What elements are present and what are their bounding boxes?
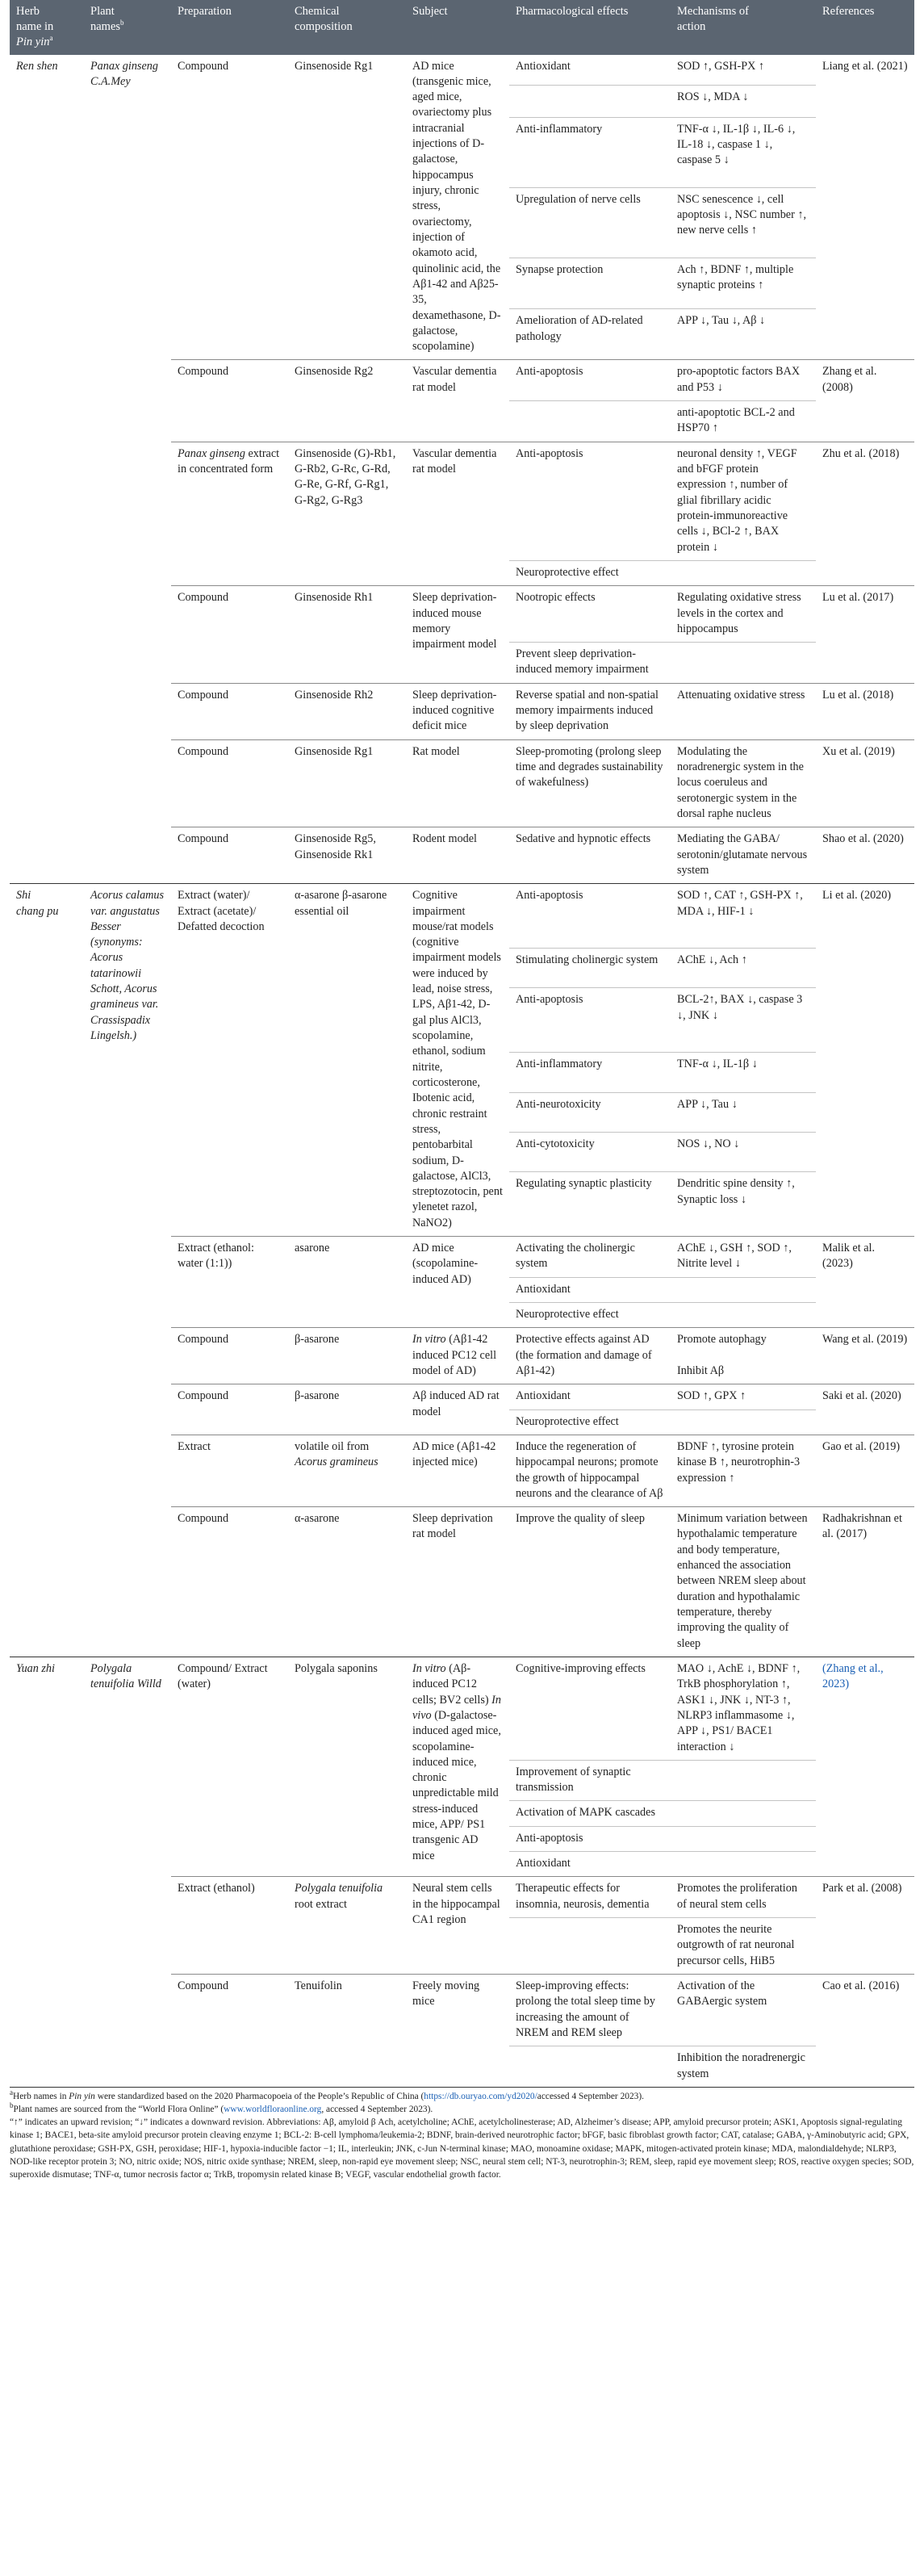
pharmacological-effect-cell [509, 86, 671, 117]
mechanism-cell: Promote autophagy Inhibit Aβ [671, 1328, 816, 1384]
table-row [10, 55, 914, 86]
table-footnotes [10, 2087, 914, 2181]
mechanism-cell [671, 1826, 816, 1851]
subject-cell: Vascular dementia rat model [406, 442, 509, 586]
pharmacological-effect-cell: Antioxidant [516, 59, 571, 73]
mechanism-cell: Minimum variation between hypothalamic temperature and body temperature, enhanced the association between NREM sleep about duration and hypothalamic temperature, thereby improving the quality of sleep [671, 1507, 816, 1657]
mechanism-cell [671, 643, 816, 684]
reference-cell: Zhu et al. (2018) [816, 442, 914, 586]
subject-cell: AD mice (scopolamine-induced AD) [406, 1237, 509, 1328]
mechanism-cell: Ach ↑, BDNF ↑, multiple synaptic proteins ↑ [671, 258, 816, 309]
reference-cell: Radhakrishnan et al. (2017) [816, 1507, 914, 1657]
mechanism-cell: ROS ↓, MDA ↓ [671, 86, 816, 117]
chemical-composition-cell: Ginsenoside Rh2 [288, 683, 406, 739]
footnote-abbreviations: “↑” indicates an upward revision; “↓” indicates a downward revision. Abbreviations: Aβ, amyloid β Ach, acetylcholine; AChE, acetylcholinesterase; AD, Alzheimer’s disease; APP, amyloid precursor protein; ASK1, Apoptosis signal-regulating kinase 1; BACE1, beta-site amyloid precursor protein cleaving enzyme 1; BCL-2: B-cell lymphoma/leukemia-2; BDNF, brain-derived neurotrophic factor; bFGF, basic fibroblast growth factor; CAT, catalase; GABA, γ-Aminobutyric acid; GPX, glutathione peroxidase; GSH-PX, GSH, peroxidase; HIF-1, hypoxia-inducible factor −1; IL, interleukin; JNK, c-Jun N-terminal kinase; MAO, monoamine oxidase; MAPK, mitogen-activated protein kinase; MDA, malondialdehyde; NLRP3, NOD-like receptor protein 3; NO, nitric oxide; NOS, nitric oxide synthase; NREM, sleep, non-rapid eye movement sleep; NSC, neural stem cell; NT-3, neurotrophin-3; REM, sleep, rapid eye movement sleep; ROS, reactive oxygen species; SOD, superoxide dismutase; TNF-α, tumor necrosis factor α; TrkB, tropomysin related kinase B; VEGF, vascular endothelial growth factor. [10, 2117, 914, 2180]
pharmacological-effect-cell: Neuroprotective effect [509, 560, 671, 585]
reference-cell: Lu et al. (2018) [816, 683, 914, 739]
chemical-composition-cell: Polygala tenuifolia root extract [288, 1877, 406, 1975]
pharmacological-effect-cell: Antioxidant [509, 1852, 671, 1877]
pharmacological-effect-cell: Reverse spatial and non-spatial memory impairments induced by sleep deprivation [509, 683, 671, 739]
table-body [10, 55, 914, 2087]
preparation-cell: Compound [171, 586, 288, 684]
header-chemical-composition: Chemical composition [288, 0, 406, 55]
subject-cell: Vascular dementia rat model [406, 360, 509, 442]
pharmacological-effect-cell: Antioxidant [509, 1384, 671, 1409]
pharmacological-effect-cell: Stimulating cholinergic system [509, 949, 671, 988]
pharmacological-effect-cell [509, 401, 671, 442]
subject-cell: Freely moving mice [406, 1974, 509, 2086]
preparation-cell: Panax ginseng extract in concentrated form [171, 442, 288, 586]
subject-cell: Neural stem cells in the hippocampal CA1 region [406, 1877, 509, 1975]
mechanism-cell: BCL-2↑, BAX ↓, caspase 3 ↓, JNK ↓ [671, 988, 816, 1053]
subject-cell: Rodent model [406, 827, 509, 884]
mechanism-cell: AChE ↓, GSH ↑, SOD ↑, Nitrite level ↓ [671, 1237, 816, 1278]
mechanism-cell: Dendritic spine density ↑, Synaptic loss ↓ [671, 1172, 816, 1237]
chemical-composition-cell: Ginsenoside Rg5, Ginsenoside Rk1 [288, 827, 406, 884]
mechanism-cell: NSC senescence ↓, cell apoptosis ↓, NSC number ↑, new nerve cells ↑ [671, 187, 816, 258]
mechanism-cell: Promotes the neurite outgrowth of rat neuronal precursor cells, HiB5 [671, 1918, 816, 1975]
table-header [10, 0, 914, 55]
footnote-b: $^b$Plant names are sourced from the “World Flora Online” (www.worldfloraonline.org, accessed 4 September 2023). [10, 2101, 433, 2115]
subject-cell: AD mice (transgenic mice, aged mice, ovariectomy plus intracranial injections of D-galactose, hippocampus injury, chronic stress, ovariectomy, injection of okamoto acid, quinolinic acid, the Aβ1-42 and Aβ25-35, dexamethasone, D-galactose, scopolamine) [412, 59, 501, 354]
preparation-cell: Compound [171, 1328, 288, 1384]
mechanism-cell: TNF-α ↓, IL-1β ↓, IL-6 ↓, IL-18 ↓, caspase 1 ↓, caspase 5 ↓ [671, 117, 816, 187]
mechanism-cell: APP ↓, Tau ↓ [671, 1092, 816, 1132]
preparation-cell: Extract (ethanol) [171, 1877, 288, 1975]
subject-cell: Aβ induced AD rat model [406, 1384, 509, 1435]
reference-link[interactable]: (Zhang et al., 2023) [822, 1661, 884, 1691]
mechanism-cell: SOD ↑, GPX ↑ [671, 1384, 816, 1409]
mechanism-cell: SOD ↑, CAT ↑, GSH-PX ↑, MDA ↓, HIF-1 ↓ [671, 884, 816, 949]
chemical-composition-cell: β-asarone [288, 1384, 406, 1435]
pharmacological-effect-cell: Improvement of synaptic transmission [509, 1760, 671, 1801]
footnote-a: $^a$Herb names in Pin yin were standardized based on the 2020 Pharmacopoeia of the People’s Republic of China (https://db.ouryao.com/yd2020/accessed 4 September 2023). [10, 2088, 644, 2101]
pharmacological-effect-cell: Sedative and hypnotic effects [509, 827, 671, 884]
plant-name-cell: Polygala tenuifolia Willd [84, 1657, 171, 2086]
pharmacological-effect-cell: Anti-apoptosis [509, 360, 671, 401]
mechanism-cell: SOD ↑, GSH-PX ↑ [677, 59, 764, 73]
chemical-composition-cell: Ginsenoside Rg1 [288, 739, 406, 827]
preparation-cell: Compound [171, 683, 288, 739]
footnote-a-link[interactable]: https://db.ouryao.com/yd2020/ [424, 2091, 537, 2101]
mechanism-cell [671, 1801, 816, 1826]
pharmacological-effect-cell: Activation of MAPK cascades [509, 1801, 671, 1826]
chemical-composition-cell: Polygala saponins [288, 1657, 406, 1876]
pharmacological-effect-cell: Anti-neurotoxicity [509, 1092, 671, 1132]
pharmacology-table [10, 0, 914, 2087]
subject-cell: Sleep deprivation-induced cognitive deficit mice [406, 683, 509, 739]
header-mechanisms: Mechanisms of action [671, 0, 816, 55]
preparation-cell: Compound [171, 1507, 288, 1657]
pharmacological-effect-cell: Antioxidant [509, 1277, 671, 1302]
pharmacological-effect-cell: Improve the quality of sleep [509, 1507, 671, 1657]
preparation-cell: Compound [171, 1974, 288, 2086]
pharmacological-effect-cell: Anti-apoptosis [509, 1826, 671, 1851]
plant-name-cell: Panax ginseng C.A.Mey [90, 59, 158, 88]
reference-cell: Li et al. (2020) [816, 884, 914, 1237]
chemical-composition-cell: asarone [288, 1237, 406, 1328]
chemical-composition-cell: Ginsenoside Rg1 [295, 59, 374, 73]
reference-cell: Malik et al. (2023) [816, 1237, 914, 1328]
mechanism-cell: Regulating oxidative stress levels in the cortex and hippocampus [671, 586, 816, 643]
mechanism-cell: NOS ↓, NO ↓ [671, 1132, 816, 1171]
mechanism-cell: Mediating the GABA/ serotonin/glutamate nervous system [671, 827, 816, 884]
header-preparation: Preparation [171, 0, 288, 55]
header-plant-names: Plant names$^b$ [84, 0, 171, 55]
chemical-composition-cell: Ginsenoside (G)-Rb1, G-Rb2, G-Rc, G-Rd, G-Re, G-Rf, G-Rg1, G-Rg2, G-Rg3 [288, 442, 406, 586]
subject-cell: AD mice (Aβ1-42 injected mice) [406, 1435, 509, 1506]
pharmacological-effect-cell: Anti-inflammatory [509, 1053, 671, 1092]
preparation-cell: Compound [178, 59, 229, 73]
herb-name-cell: Yuan zhi [10, 1657, 84, 2086]
pharmacological-effect-cell: Nootropic effects [509, 586, 671, 643]
pharmacological-effect-cell: Neuroprotective effect [509, 1303, 671, 1328]
preparation-cell: Compound/ Extract (water) [171, 1657, 288, 1876]
mechanism-cell [671, 560, 816, 585]
pharmacological-effect-cell: Neuroprotective effect [509, 1409, 671, 1435]
mechanism-cell: APP ↓, Tau ↓, Aβ ↓ [671, 309, 816, 360]
reference-cell [816, 1657, 914, 1876]
footnote-b-link[interactable]: www.worldfloraonline.org [224, 2105, 322, 2115]
pharmacological-effect-cell: Induce the regeneration of hippocampal neurons; promote the growth of hippocampal neurons and the clearance of Aβ [509, 1435, 671, 1506]
preparation-cell: Extract (ethanol: water (1:1)) [171, 1237, 288, 1328]
reference-cell: Saki et al. (2020) [816, 1384, 914, 1435]
pharmacological-effect-cell: Anti-inflammatory [509, 117, 671, 187]
plant-name-cell: Acorus calamus var. angustatus Besser (synonyms: Acorus tatarinowii Schott, Acorus gramineus var. Crassispadix Lingelsh.) [84, 884, 171, 1657]
pharmacological-effect-cell: Prevent sleep deprivation-induced memory impairment [509, 643, 671, 684]
header-references: References [816, 0, 914, 55]
mechanism-cell: Inhibition the noradrenergic system [671, 2046, 816, 2087]
mechanism-cell: Attenuating oxidative stress [671, 683, 816, 739]
mechanism-cell: Promotes the proliferation of neural stem cells [671, 1877, 816, 1918]
pharmacological-effect-cell [509, 2046, 671, 2087]
header-pharmacological-effects: Pharmacological effects [509, 0, 671, 55]
pharmacological-effect-cell: Sleep-promoting (prolong sleep time and degrades sustainability of wakefulness) [509, 739, 671, 827]
pharmacological-effect-cell: Anti-apoptosis [509, 988, 671, 1053]
preparation-cell: Extract [171, 1435, 288, 1506]
preparation-cell: Compound [171, 1384, 288, 1435]
subject-cell [406, 1657, 509, 1876]
mechanism-cell: neuronal density ↑, VEGF and bFGF protein expression ↑, number of glial fibrillary acidic protein-immunoreactive cells ↓, BCl-2 ↑, BAX protein ↓ [671, 442, 816, 560]
subject-cell: Rat model [406, 739, 509, 827]
pharmacological-effect-cell: Protective effects against AD (the formation and damage of Aβ1-42) [509, 1328, 671, 1384]
reference-cell: Lu et al. (2017) [816, 586, 914, 684]
reference-cell: Park et al. (2008) [816, 1877, 914, 1975]
mechanism-cell [671, 1760, 816, 1801]
reference-cell: Cao et al. (2016) [816, 1974, 914, 2086]
header-subject: Subject [406, 0, 509, 55]
chemical-composition-cell: β-asarone [288, 1328, 406, 1384]
pharmacological-effect-cell: Cognitive-improving effects [509, 1657, 671, 1760]
mechanism-cell [671, 1303, 816, 1328]
chemical-composition-cell: Tenuifolin [288, 1974, 406, 2086]
mechanism-cell: Modulating the noradrenergic system in the locus coeruleus and serotonergic system in the dorsal raphe nucleus [671, 739, 816, 827]
pharmacological-effect-cell: Upregulation of nerve cells [509, 187, 671, 258]
reference-cell: Wang et al. (2019) [816, 1328, 914, 1384]
reference-cell: Shao et al. (2020) [816, 827, 914, 884]
pharmacological-effect-cell: Amelioration of AD-related pathology [509, 309, 671, 360]
subject-cell: Sleep deprivation rat model [406, 1507, 509, 1657]
chemical-composition-cell: Ginsenoside Rg2 [288, 360, 406, 442]
reference-cell: Zhang et al. (2008) [816, 360, 914, 442]
pharmacological-effect-cell: Regulating synaptic plasticity [509, 1172, 671, 1237]
pharmacological-effect-cell: Anti-apoptosis [509, 884, 671, 949]
herb-name-cell: Shi chang pu [10, 884, 84, 1657]
pharmacological-effect-cell: Synapse protection [509, 258, 671, 309]
subject-cell: Sleep deprivation-induced mouse memory impairment model [406, 586, 509, 684]
subject-text: In vitro (Aβ-induced PC12 cells; BV2 cells) In vivo (D-galactose-induced aged mice, scopolamine-induced mice, chronic unpredictable mild stress-induced mice, APP/ PS1 transgenic AD mice [412, 1661, 501, 1862]
reference-cell: Xu et al. (2019) [816, 739, 914, 827]
mechanism-cell: BDNF ↑, tyrosine protein kinase B ↑, neurotrophin-3 expression ↑ [671, 1435, 816, 1506]
chemical-composition-cell: α-asarone [288, 1507, 406, 1657]
subject-cell: Cognitive impairment mouse/rat models (cognitive impairment models were induced by lead, noise stress, LPS, Aβ1-42, D-gal plus AlCl3, scopolamine, ethanol, sodium nitrite, corticosterone, Ibotenic acid, chronic restraint stress, pentobarbital sodium, D-galactose, AlCl3, streptozotocin, pent ylenetet razol, NaNO2) [406, 884, 509, 1237]
pharmacological-effect-cell: Anti-apoptosis [509, 442, 671, 560]
pharmacological-effect-cell: Activating the cholinergic system [509, 1237, 671, 1278]
pharmacological-effect-cell [509, 1918, 671, 1975]
mechanism-cell: MAO ↓, AchE ↓, BDNF ↑, TrkB phosphorylation ↑, ASK1 ↓, JNK ↓, NT-3 ↑, NLRP3 inflammasome ↓, APP ↓, PS1/ BACE1 interaction ↓ [671, 1657, 816, 1760]
preparation-cell: Extract (water)/ Extract (acetate)/ Defatted decoction [171, 884, 288, 1237]
mechanism-cell: pro-apoptotic factors BAX and P53 ↓ [671, 360, 816, 401]
preparation-cell: Compound [171, 739, 288, 827]
mechanism-cell: TNF-α ↓, IL-1β ↓ [671, 1053, 816, 1092]
preparation-cell: Compound [171, 827, 288, 884]
table-row [10, 884, 914, 949]
header-herb-name: Herb name in Pin yin$^a$ [10, 0, 84, 55]
herb-name-cell: Ren shen [16, 59, 58, 73]
chemical-composition-cell: volatile oil from Acorus gramineus [288, 1435, 406, 1506]
preparation-cell: Compound [171, 360, 288, 442]
pharmacological-effect-cell: Sleep-improving effects: prolong the total sleep time by increasing the amount of NREM and REM sleep [509, 1974, 671, 2046]
reference-cell: Liang et al. (2021) [822, 59, 908, 73]
mechanism-cell: Activation of the GABAergic system [671, 1974, 816, 2046]
mechanism-cell: anti-apoptotic BCL-2 and HSP70 ↑ [671, 401, 816, 442]
pharmacological-effect-cell: Anti-cytotoxicity [509, 1132, 671, 1171]
table-row [10, 1657, 914, 1760]
mechanism-cell [671, 1277, 816, 1302]
chemical-composition-cell: α-asarone β-asarone essential oil [288, 884, 406, 1237]
reference-cell: Gao et al. (2019) [816, 1435, 914, 1506]
mechanism-cell: AChE ↓, Ach ↑ [671, 949, 816, 988]
chemical-composition-cell: Ginsenoside Rh1 [288, 586, 406, 684]
mechanism-cell [671, 1409, 816, 1435]
mechanism-cell [671, 1852, 816, 1877]
pharmacological-effect-cell: Therapeutic effects for insomnia, neurosis, dementia [509, 1877, 671, 1918]
subject-cell: In vitro (Aβ1-42 induced PC12 cell model of AD) [406, 1328, 509, 1384]
